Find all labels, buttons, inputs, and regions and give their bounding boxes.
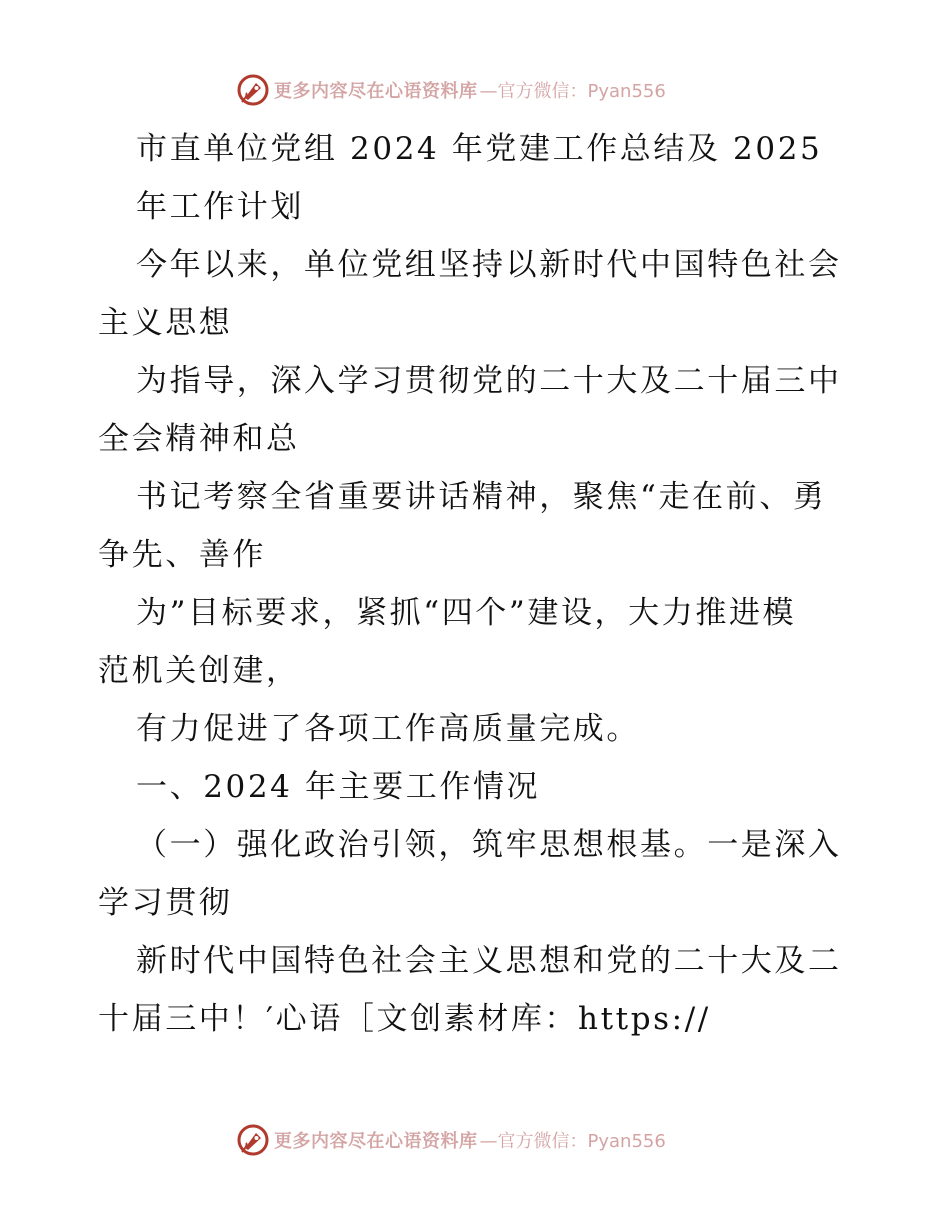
paragraph-line: 全会精神和总	[98, 421, 300, 457]
pen-nib-logo-icon	[236, 73, 270, 107]
paragraph-line: 争先、善作	[98, 537, 266, 573]
paragraph-line: 为指导，深入学习贯彻党的二十大及二十届三中	[136, 363, 842, 399]
paragraph-line: 有力促进了各项工作高质量完成。	[136, 711, 640, 747]
paragraph-line: 书记考察全省重要讲话精神，聚焦“走在前、勇	[136, 479, 827, 515]
paragraph-line: 今年以来，单位党组坚持以新时代中国特色社会	[136, 247, 842, 283]
doc-title-line-1: 市直单位党组 2024 年党建工作总结及 2025	[136, 131, 823, 167]
paragraph-line: 十届三中！′心语［文创素材库：https://	[98, 1001, 711, 1037]
footer-watermark-banner	[236, 1122, 666, 1158]
paragraph-line: 学习贯彻	[98, 885, 233, 921]
paragraph-line: 为”目标要求，紧抓“四个”建设，大力推进模	[136, 595, 797, 631]
watermark-wechat: —官方微信：Pyan556	[479, 1131, 666, 1152]
watermark-text: 更多内容尽在心语资料库	[274, 1131, 478, 1152]
section-heading: 一、2024 年主要工作情况	[136, 769, 541, 805]
pen-nib-logo-icon	[236, 1123, 270, 1157]
paragraph-line: 范机关创建，	[98, 653, 300, 689]
paragraph-line: 主义思想	[98, 305, 233, 341]
header-watermark-banner	[236, 72, 666, 108]
document-body	[98, 120, 858, 1048]
watermark-text: 更多内容尽在心语资料库	[274, 81, 478, 102]
watermark-wechat: —官方微信：Pyan556	[479, 81, 666, 102]
doc-title-line-2: 年工作计划	[136, 189, 304, 225]
paragraph-line: （一）强化政治引领，筑牢思想根基。一是深入	[136, 827, 842, 863]
paragraph-line: 新时代中国特色社会主义思想和党的二十大及二	[136, 943, 842, 979]
